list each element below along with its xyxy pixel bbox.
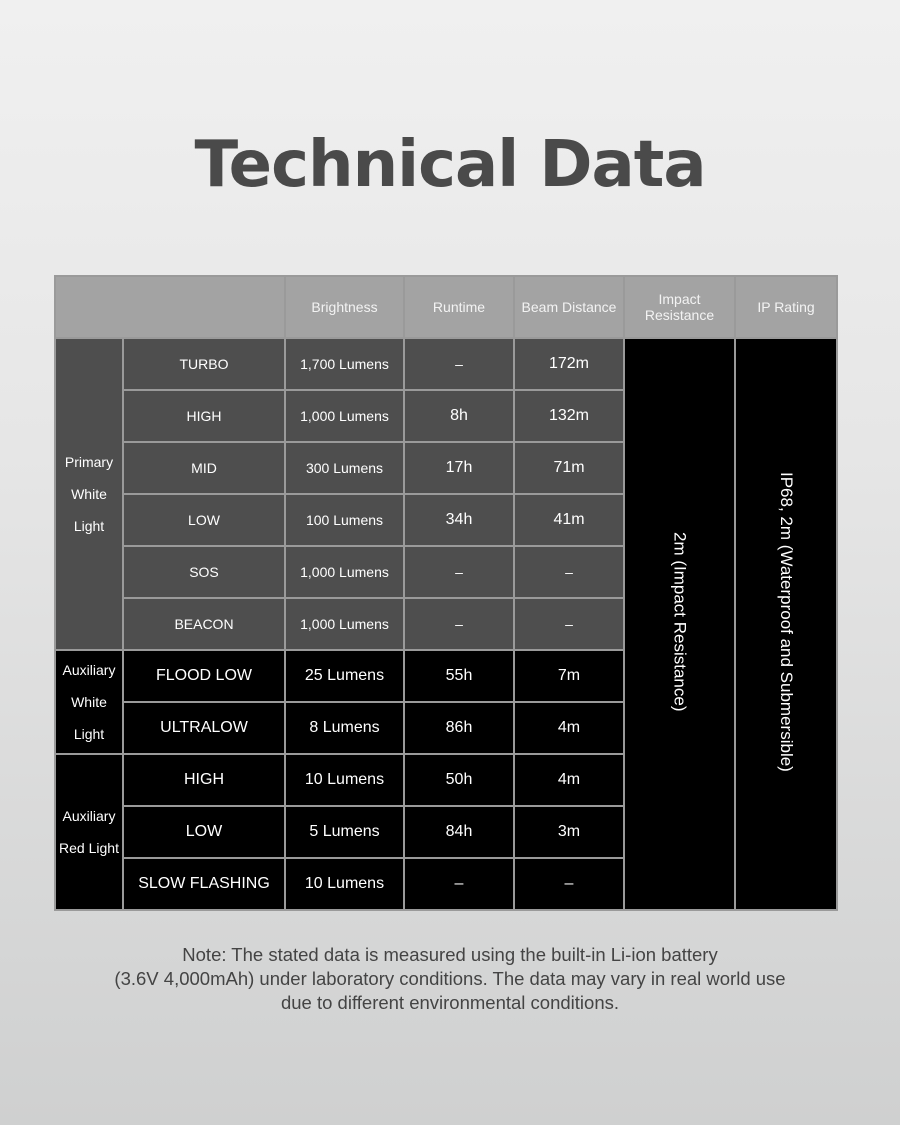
note-line-1: Note: The stated data is measured using the built-in Li-ion battery [182,944,718,965]
beam-cell: 7m [514,650,624,702]
mode-cell: MID [123,442,285,494]
runtime-cell: – [404,858,514,910]
runtime-cell: 84h [404,806,514,858]
brightness-cell: 10 Lumens [285,754,404,806]
header-blank [55,276,285,338]
mode-cell: LOW [123,494,285,546]
runtime-cell: – [404,338,514,390]
mode-cell: FLOOD LOW [123,650,285,702]
group-auxiliary-white-light: Auxiliary White Light [55,650,123,754]
runtime-cell: 55h [404,650,514,702]
mode-cell: SOS [123,546,285,598]
brightness-cell: 8 Lumens [285,702,404,754]
table-row [55,338,837,390]
beam-cell: – [514,546,624,598]
mode-cell: BEACON [123,598,285,650]
ip-value: IP68, 2m (Waterproof and Submersible) [777,472,796,772]
runtime-cell: 34h [404,494,514,546]
brightness-cell: 25 Lumens [285,650,404,702]
runtime-cell: – [404,598,514,650]
header-brightness: Brightness [285,276,404,338]
mode-cell: SLOW FLASHING [123,858,285,910]
beam-cell: 41m [514,494,624,546]
runtime-cell: 50h [404,754,514,806]
page-title: Technical Data [194,128,706,202]
beam-cell: 4m [514,754,624,806]
runtime-cell: 17h [404,442,514,494]
brightness-cell: 10 Lumens [285,858,404,910]
brightness-cell: 100 Lumens [285,494,404,546]
beam-cell: – [514,858,624,910]
impact-value: 2m (Impact Resistance) [670,532,690,712]
impact-resistance-cell [624,338,735,910]
technical-data-table [54,275,838,911]
header-row [55,276,837,338]
group-auxiliary-red-light: Auxiliary Red Light [55,754,123,910]
beam-cell: 3m [514,806,624,858]
header-ip-rating: IP Rating [735,276,837,338]
brightness-cell: 1,000 Lumens [285,598,404,650]
beam-cell: – [514,598,624,650]
brightness-cell: 5 Lumens [285,806,404,858]
beam-cell: 71m [514,442,624,494]
brightness-cell: 1,000 Lumens [285,390,404,442]
runtime-cell: 8h [404,390,514,442]
mode-cell: ULTRALOW [123,702,285,754]
runtime-cell: 86h [404,702,514,754]
mode-cell: HIGH [123,754,285,806]
brightness-cell: 1,700 Lumens [285,338,404,390]
ip-rating-cell [735,338,837,910]
group-primary-white-light: Primary White Light [55,338,123,650]
runtime-cell: – [404,546,514,598]
beam-cell: 4m [514,702,624,754]
header-runtime: Runtime [404,276,514,338]
mode-cell: HIGH [123,390,285,442]
header-beam-distance: Beam Distance [514,276,624,338]
mode-cell: TURBO [123,338,285,390]
note-line-3: due to different environmental conditions. [280,992,619,1013]
header-impact-resistance: Impact Resistance [624,276,735,338]
brightness-cell: 300 Lumens [285,442,404,494]
brightness-cell: 1,000 Lumens [285,546,404,598]
mode-cell: LOW [123,806,285,858]
note-line-2: (3.6V 4,000mAh) under laboratory conditions. The data may vary in real world use [114,968,786,989]
beam-cell: 172m [514,338,624,390]
beam-cell: 132m [514,390,624,442]
footnote [0,943,900,1015]
